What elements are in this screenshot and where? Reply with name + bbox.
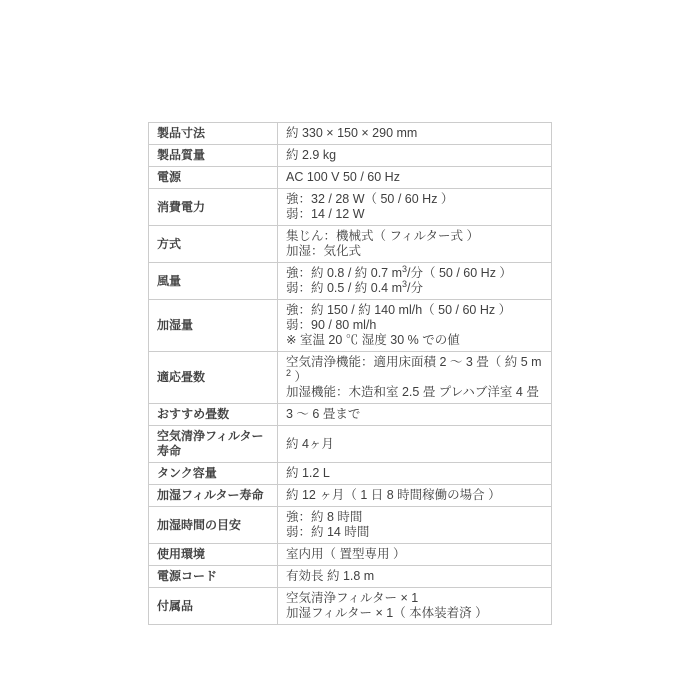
value-text: 加湿フィルター × 1（ 本体装着済 ） <box>286 606 488 620</box>
spec-label: 方式 <box>149 226 278 263</box>
value-text: 約 2.9 kg <box>286 148 337 162</box>
spec-value <box>278 404 552 426</box>
table-row <box>149 145 552 167</box>
spec-label: 使用環境 <box>149 544 278 566</box>
spec-value <box>278 485 552 507</box>
spec-table-body <box>149 123 552 625</box>
value-text: 加湿機能：木造和室 2.5 畳 プレハブ洋室 4 畳 <box>286 385 539 399</box>
table-row <box>149 189 552 226</box>
spec-label: 風量 <box>149 263 278 300</box>
value-text: 有効長 約 1.8 m <box>286 569 375 583</box>
spec-value <box>278 123 552 145</box>
spec-label: 電源 <box>149 167 278 189</box>
value-text: 空気清浄フィルター × 1 <box>286 591 419 605</box>
table-row <box>149 588 552 625</box>
spec-value <box>278 300 552 352</box>
value-text: 約 330 × 150 × 290 mm <box>286 126 418 140</box>
spec-label: 電源コード <box>149 566 278 588</box>
table-row <box>149 263 552 300</box>
spec-label: 加湿量 <box>149 300 278 352</box>
value-text: /分 <box>407 281 424 295</box>
spec-label: 付属品 <box>149 588 278 625</box>
value-text: 強：約 150 / 約 140 ml/h（ 50 / 60 Hz ） <box>286 303 512 317</box>
table-row <box>149 300 552 352</box>
spec-value <box>278 544 552 566</box>
value-text: 約 12 ヶ月（ 1 日 8 時間稼働の場合 ） <box>286 488 501 502</box>
table-row <box>149 404 552 426</box>
table-row <box>149 544 552 566</box>
value-text: /分（ 50 / 60 Hz ） <box>407 266 512 280</box>
value-text: ） <box>291 370 307 384</box>
spec-value <box>278 463 552 485</box>
table-row <box>149 566 552 588</box>
value-text: 約 1.2 L <box>286 466 330 480</box>
spec-label: タンク容量 <box>149 463 278 485</box>
value-text: ※ 室温 20 ℃ 湿度 30 % での値 <box>286 333 460 347</box>
spec-label: 消費電力 <box>149 189 278 226</box>
value-text: 弱：90 / 80 ml/h <box>286 318 377 332</box>
spec-value <box>278 145 552 167</box>
table-row <box>149 507 552 544</box>
value-text: 弱：約 14 時間 <box>286 525 370 539</box>
table-row <box>149 123 552 145</box>
spec-label: 加湿フィルター寿命 <box>149 485 278 507</box>
spec-value <box>278 226 552 263</box>
value-text: 強：約 0.8 / 約 0.7 m <box>286 266 403 280</box>
spec-label: 加湿時間の目安 <box>149 507 278 544</box>
table-row <box>149 485 552 507</box>
table-row <box>149 167 552 189</box>
product-spec-table <box>148 122 552 625</box>
value-text: 空気清浄機能：適用床面積 2 ～ 3 畳（ 約 5 m <box>286 355 542 369</box>
value-text: 3 ～ 6 畳まで <box>286 407 361 421</box>
spec-value <box>278 263 552 300</box>
spec-value <box>278 566 552 588</box>
spec-value <box>278 189 552 226</box>
value-text: 室内用（ 置型専用 ） <box>286 547 406 561</box>
spec-label: 製品寸法 <box>149 123 278 145</box>
table-row <box>149 463 552 485</box>
table-row <box>149 226 552 263</box>
spec-value <box>278 426 552 463</box>
spec-value <box>278 167 552 189</box>
value-text: 弱：約 0.5 / 約 0.4 m <box>286 281 403 295</box>
table-row <box>149 352 552 404</box>
spec-label: おすすめ畳数 <box>149 404 278 426</box>
spec-value <box>278 352 552 404</box>
superscript-text: 2 <box>286 367 292 378</box>
spec-label: 空気清浄フィルター寿命 <box>149 426 278 463</box>
superscript-text: 3 <box>402 278 408 289</box>
value-text: AC 100 V 50 / 60 Hz <box>286 170 400 184</box>
superscript-text: 3 <box>402 263 408 274</box>
spec-label: 適応畳数 <box>149 352 278 404</box>
spec-value <box>278 588 552 625</box>
value-text: 約 4ヶ月 <box>286 436 334 451</box>
value-text: 加湿：気化式 <box>286 244 362 258</box>
value-text: 集じん：機械式（ フィルター式 ） <box>286 229 479 243</box>
spec-value <box>278 507 552 544</box>
value-text: 強：約 8 時間 <box>286 510 363 524</box>
spec-label: 製品質量 <box>149 145 278 167</box>
value-text: 強：32 / 28 W（ 50 / 60 Hz ） <box>286 192 454 206</box>
value-text: 弱：14 / 12 W <box>286 207 365 221</box>
table-row <box>149 426 552 463</box>
